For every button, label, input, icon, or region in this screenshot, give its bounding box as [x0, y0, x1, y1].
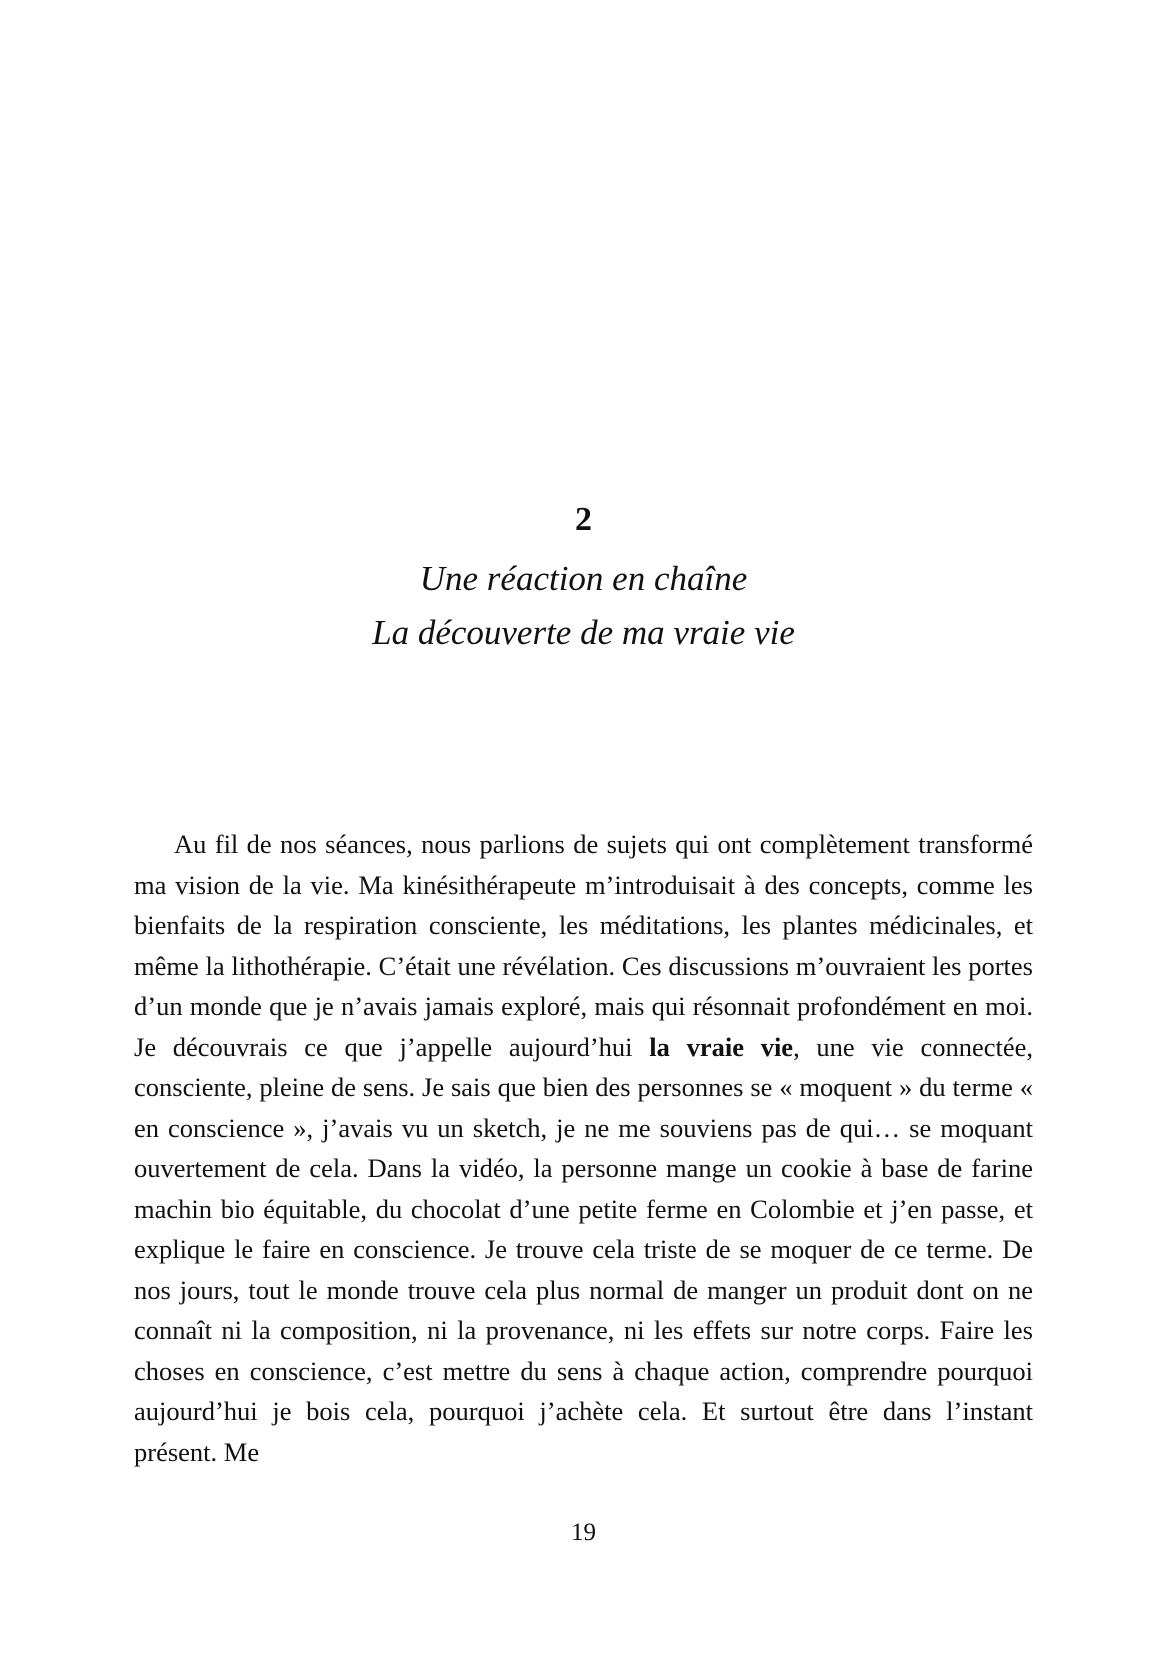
chapter-title — [0, 552, 1167, 660]
body-paragraph — [134, 824, 1033, 1472]
body-text-part-2: , une vie connectée, consciente, pleine de sens. Je sais que bien des personnes se « moquent » du terme « en conscience », j’avais vu un sketch, je ne me souviens pas de qui… se moquant ouvertement de cela. Dans la vidéo, la personne mange un cookie à base de farine machin bio équitable, du chocolat d’une petite ferme en Colombie et j’en passe, et explique le faire en conscience. Je trouve cela triste de se moquer de ce terme. De nos jours, tout le monde trouve cela plus normal de manger un produit dont on ne connaît ni la composition, ni la provenance, ni les effets sur notre corps. Faire les choses en conscience, c’est mettre du sens à chaque action, comprendre pourquoi aujourd’hui je bois cela, pourquoi j’achète cela. Et surtout être dans l’instant présent. Me — [134, 1031, 1034, 1467]
chapter-number: 2 — [575, 501, 592, 538]
emphasis-vraie-vie: la vraie vie — [649, 1031, 794, 1062]
chapter-title-line-1: Une réaction en chaîne — [419, 559, 748, 598]
page-number: 19 — [571, 1519, 596, 1546]
chapter-title-line-2: La découverte de ma vraie vie — [372, 613, 795, 652]
body-text-part-1: Au fil de nos séances, nous parlions de sujets qui ont complètement transformé ma vision de la vie. Ma kinésithérapeute m’introduisait à des concepts, comme les bienfaits de la respiration consciente, les méditations, les plantes médicinales, et même la lithothérapie. C’était une révélation. Ces discussions m’ouvraient les portes d’un monde que je n’avais jamais exploré, mais qui résonnait profondément en moi. Je découvrais ce que j’appelle aujourd’hui — [134, 829, 1033, 1062]
body-text — [134, 824, 1033, 1472]
